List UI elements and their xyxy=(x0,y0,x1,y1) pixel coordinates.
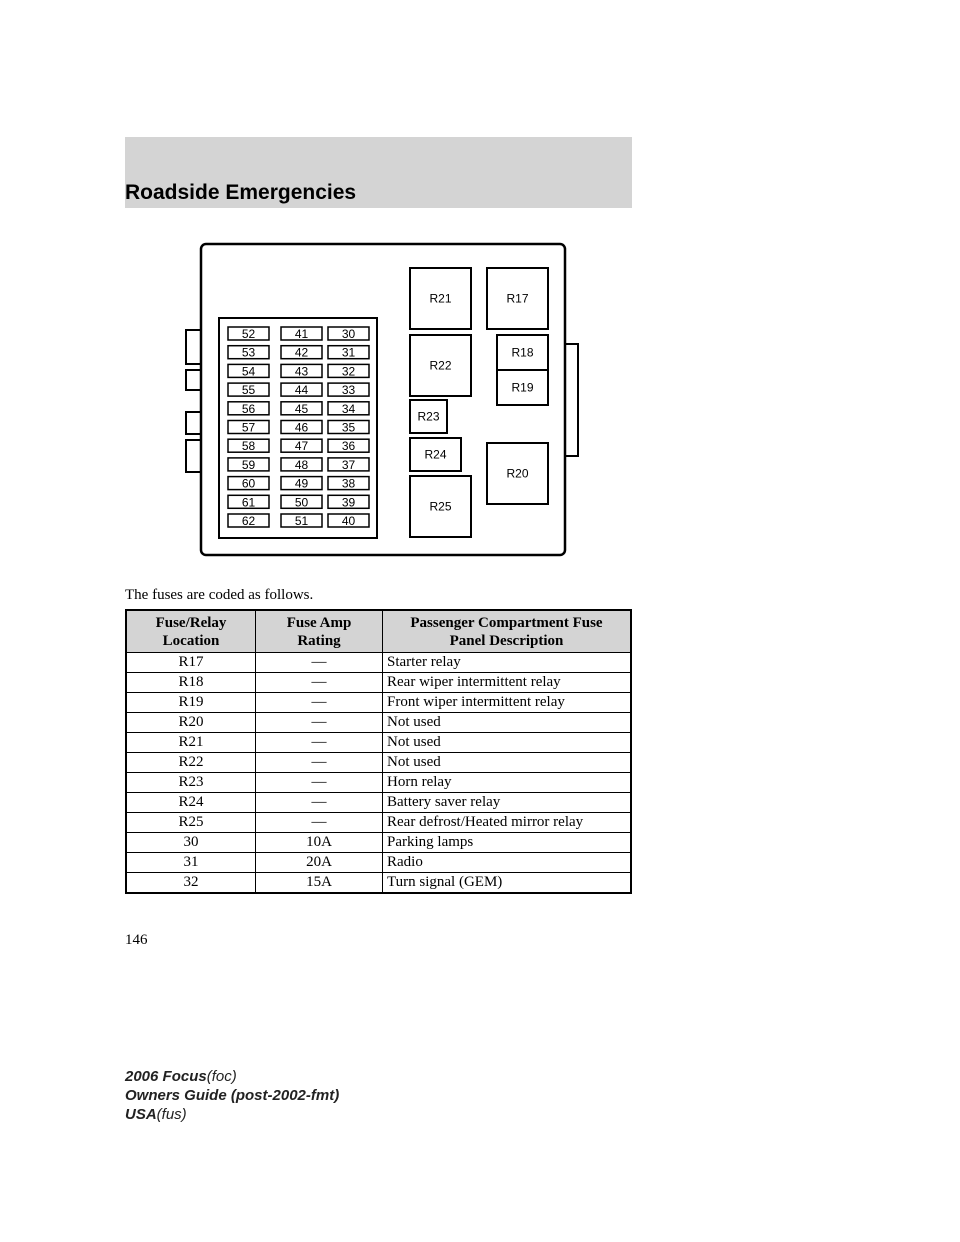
fuse-label: 47 xyxy=(294,439,309,454)
cell-location: R20 xyxy=(126,713,256,733)
table-row xyxy=(126,813,631,833)
cell-rating: 20A xyxy=(256,853,383,873)
fuse-label: 36 xyxy=(341,439,356,454)
relay-label: R19 xyxy=(511,380,534,395)
fuse-label: 58 xyxy=(241,439,256,454)
cell-location: 32 xyxy=(126,873,256,894)
cell-location: R19 xyxy=(126,693,256,713)
cell-location: 31 xyxy=(126,853,256,873)
table-row xyxy=(126,793,631,813)
cell-rating: — xyxy=(256,693,383,713)
fuse-label: 31 xyxy=(341,345,356,360)
fuse-label: 55 xyxy=(241,383,256,398)
cell-location: R24 xyxy=(126,793,256,813)
fuse-label: 45 xyxy=(294,401,309,416)
table-row xyxy=(126,653,631,673)
table-row xyxy=(126,693,631,713)
panel-left-tab xyxy=(186,412,202,434)
fuse-label: 52 xyxy=(241,327,256,341)
fuse-label: 53 xyxy=(241,345,256,360)
table-row xyxy=(126,713,631,733)
cell-location: 30 xyxy=(126,833,256,853)
cell-rating: — xyxy=(256,793,383,813)
cell-rating: 10A xyxy=(256,833,383,853)
section-title: Roadside Emergencies xyxy=(125,181,357,204)
cell-description: Rear wiper intermittent relay xyxy=(383,673,632,693)
relay-label: R25 xyxy=(429,499,452,514)
cell-description: Starter relay xyxy=(383,653,632,673)
fuse-label: 61 xyxy=(241,495,256,510)
fuse-label: 44 xyxy=(294,383,309,398)
fuse-label: 33 xyxy=(341,383,356,398)
fuse-label: 57 xyxy=(241,420,256,435)
fuse-label: 50 xyxy=(294,495,309,510)
cell-rating: — xyxy=(256,773,383,793)
footer-line-3: USA(fus) xyxy=(125,1106,187,1123)
fuse-label: 46 xyxy=(294,420,309,435)
panel-left-tab xyxy=(186,440,202,472)
fuse-label: 37 xyxy=(341,457,356,472)
cell-description: Battery saver relay xyxy=(383,793,632,813)
relay-label: R24 xyxy=(424,447,447,462)
panel-left-tab xyxy=(186,370,202,390)
fuse-label: 49 xyxy=(294,476,309,491)
relay-label: R20 xyxy=(506,466,529,481)
fuse-label: 30 xyxy=(341,327,356,341)
table-row xyxy=(126,873,631,894)
cell-rating: — xyxy=(256,753,383,773)
fuse-label: 42 xyxy=(294,345,309,360)
cell-description: Front wiper intermittent relay xyxy=(383,693,632,713)
cell-rating: — xyxy=(256,673,383,693)
cell-rating: 15A xyxy=(256,873,383,894)
table-row xyxy=(126,833,631,853)
cell-location: R21 xyxy=(126,733,256,753)
intro-text: The fuses are coded as follows. xyxy=(125,587,314,603)
table-row xyxy=(126,673,631,693)
cell-location: R23 xyxy=(126,773,256,793)
panel-left-tab xyxy=(186,330,202,364)
footer-line-2: Owners Guide (post-2002-fmt) xyxy=(125,1087,340,1104)
cell-location: R18 xyxy=(126,673,256,693)
fuse-label: 35 xyxy=(341,420,356,435)
cell-description: Horn relay xyxy=(383,773,632,793)
footer xyxy=(125,1067,339,1124)
fuse-label: 51 xyxy=(294,514,309,528)
cell-rating: — xyxy=(256,813,383,833)
fuse-label: 32 xyxy=(341,364,356,379)
fuse-label: 59 xyxy=(241,457,256,472)
fuse-label: 39 xyxy=(341,495,356,510)
fuse-label: 43 xyxy=(294,364,309,379)
fuse-panel-diagram xyxy=(180,240,600,560)
column-header-location: Fuse/Relay Location xyxy=(126,610,256,653)
table-row xyxy=(126,853,631,873)
fuse-label: 34 xyxy=(341,401,356,416)
fuse-table xyxy=(125,609,632,894)
table-row xyxy=(126,753,631,773)
relay-label: R18 xyxy=(511,345,534,360)
cell-location: R25 xyxy=(126,813,256,833)
cell-description: Turn signal (GEM) xyxy=(383,873,632,894)
table-header-row xyxy=(126,610,631,653)
table-row xyxy=(126,733,631,753)
cell-description: Not used xyxy=(383,733,632,753)
cell-description: Rear defrost/Heated mirror relay xyxy=(383,813,632,833)
fuse-label: 38 xyxy=(341,476,356,491)
cell-description: Not used xyxy=(383,713,632,733)
relay-label: R21 xyxy=(429,291,452,306)
table-row xyxy=(126,773,631,793)
relay-label: R22 xyxy=(429,358,452,373)
column-header-description: Passenger Compartment Fuse Panel Description xyxy=(383,610,632,653)
cell-rating: — xyxy=(256,653,383,673)
fuse-label: 54 xyxy=(241,364,256,379)
footer-line-1: 2006 Focus(foc) xyxy=(125,1068,237,1085)
fuse-label: 56 xyxy=(241,401,256,416)
fuse-label: 41 xyxy=(294,327,309,341)
fuse-label: 62 xyxy=(241,514,256,528)
cell-description: Not used xyxy=(383,753,632,773)
cell-description: Parking lamps xyxy=(383,833,632,853)
cell-location: R22 xyxy=(126,753,256,773)
column-header-rating: Fuse Amp Rating xyxy=(256,610,383,653)
cell-rating: — xyxy=(256,733,383,753)
cell-rating: — xyxy=(256,713,383,733)
fuse-label: 40 xyxy=(341,514,356,528)
cell-location: R17 xyxy=(126,653,256,673)
cell-description: Radio xyxy=(383,853,632,873)
fuse-label: 48 xyxy=(294,457,309,472)
relay-label: R17 xyxy=(506,291,529,306)
relay-label: R23 xyxy=(417,409,440,424)
fuse-label: 60 xyxy=(241,476,256,491)
page-number: 146 xyxy=(125,932,148,948)
